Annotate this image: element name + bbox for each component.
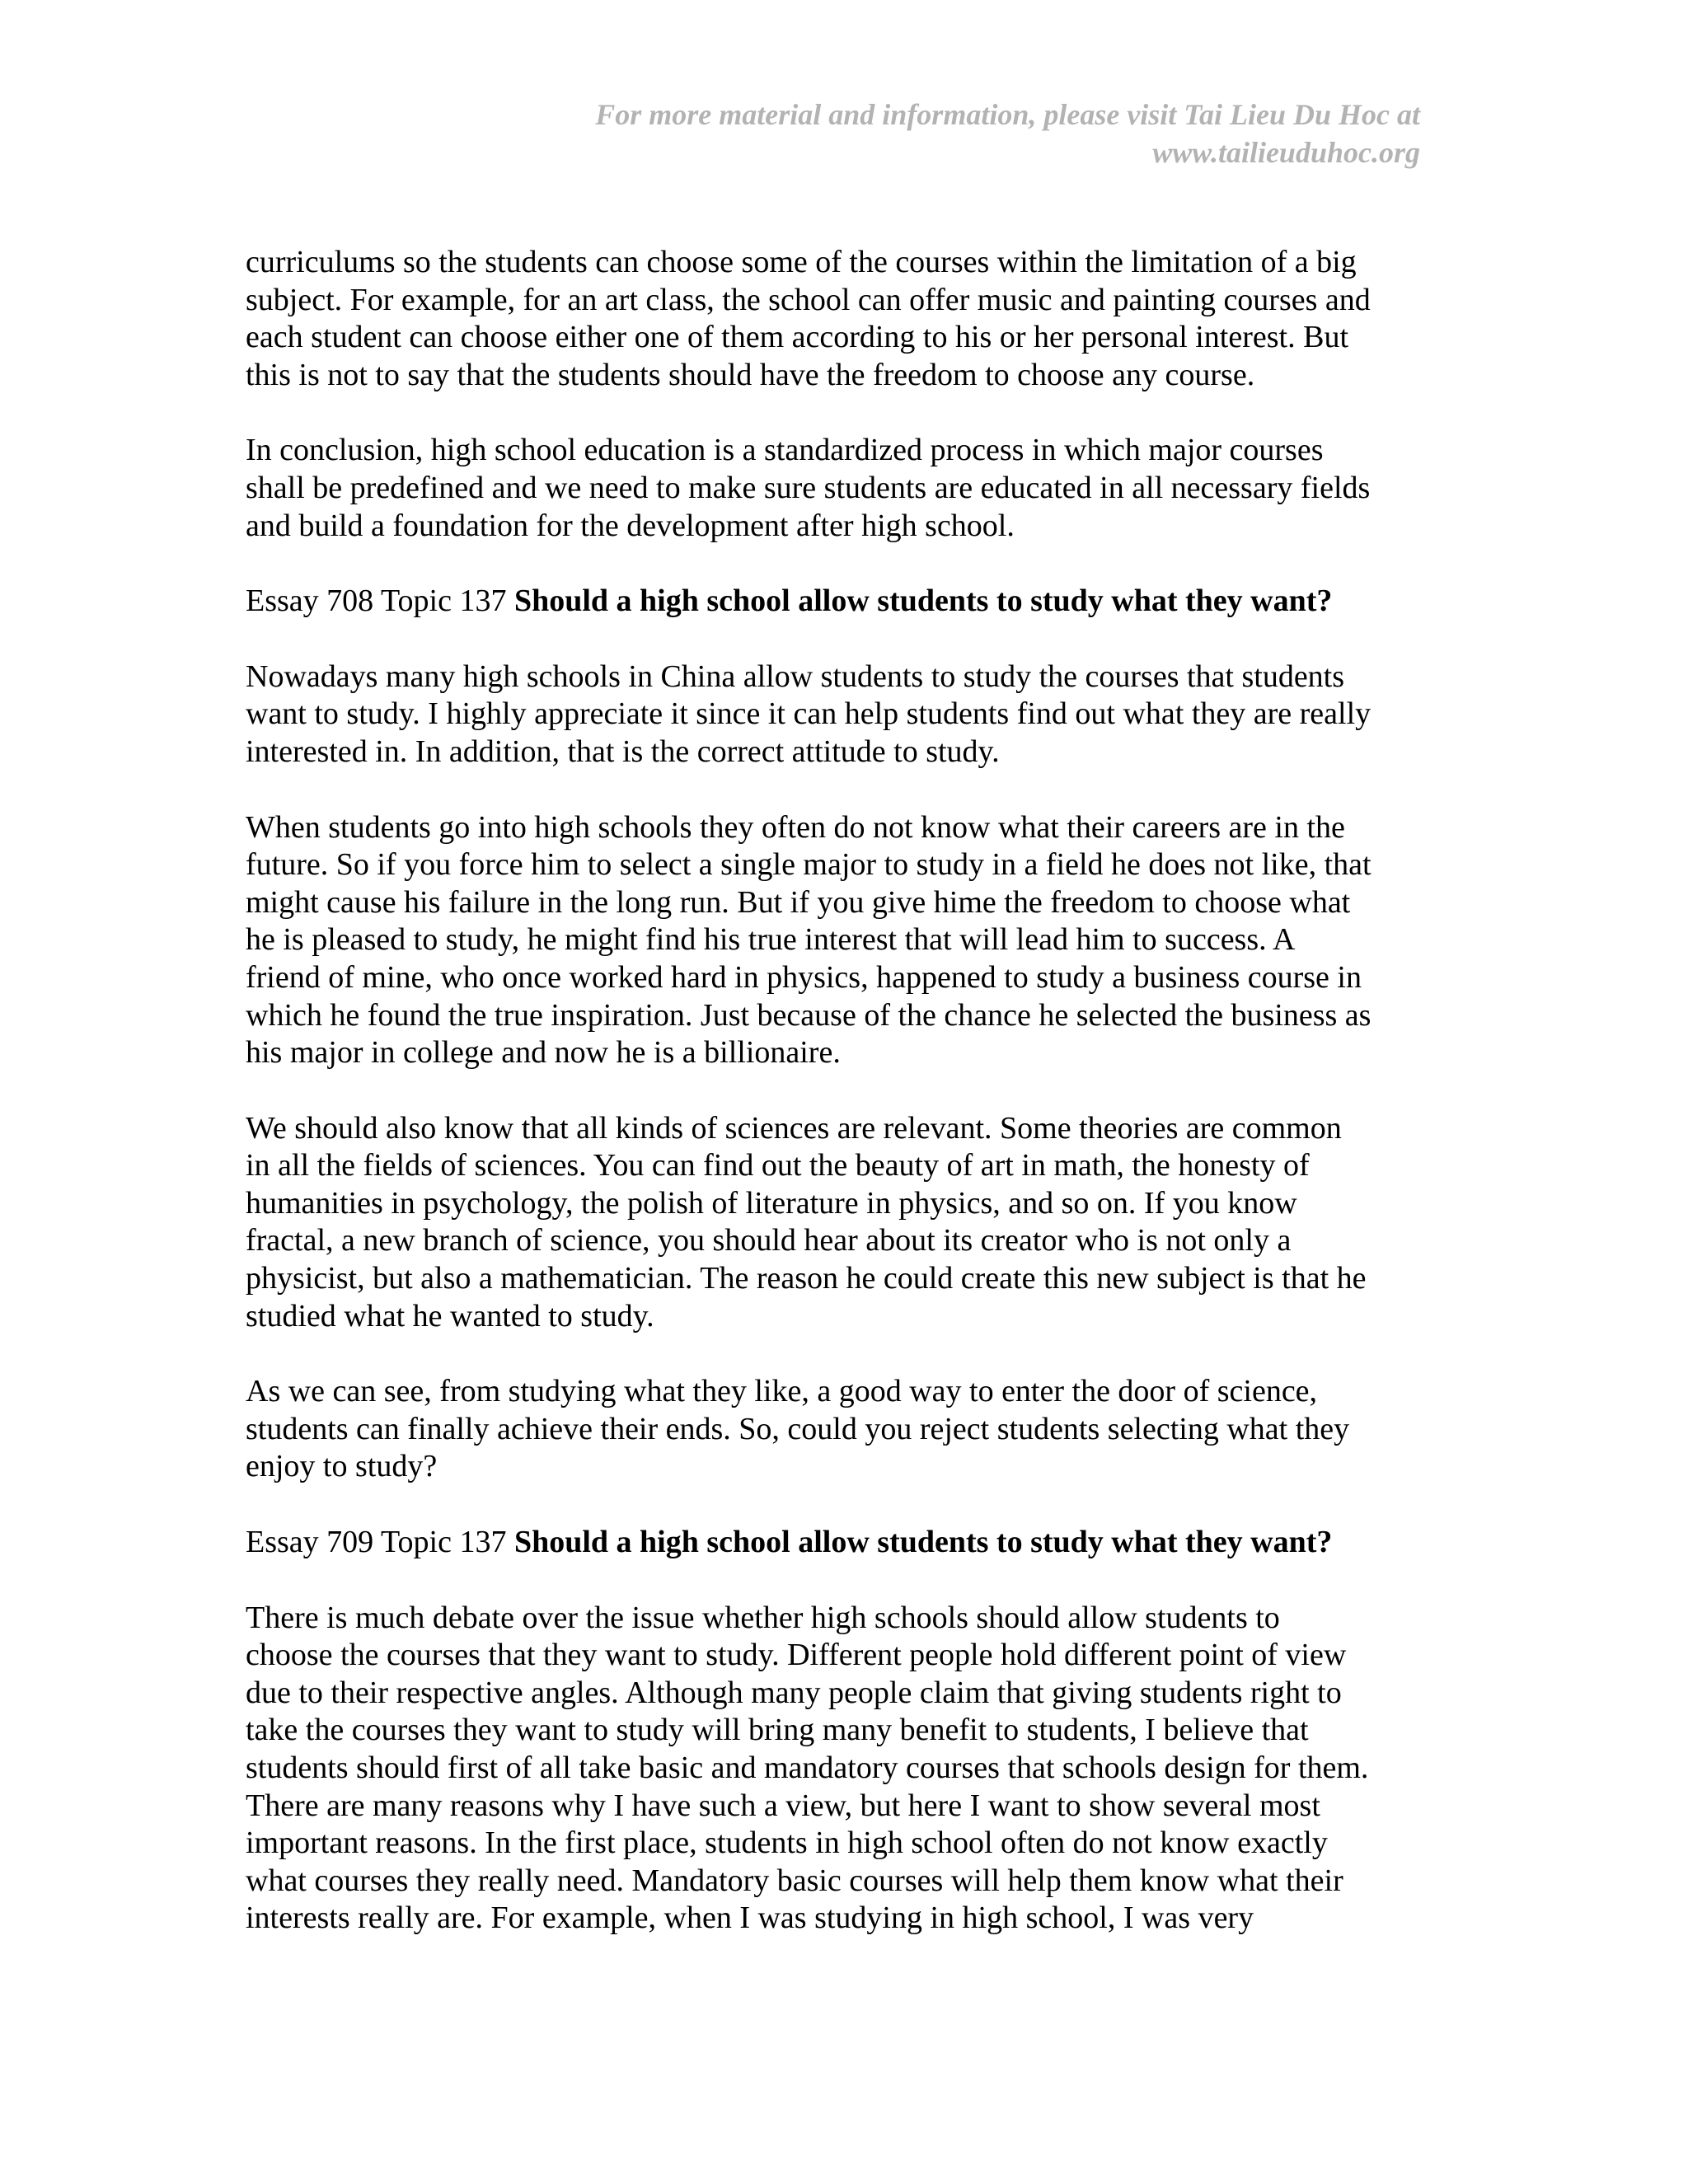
text-line: Nowadays many high schools in China allow students to study the courses that students [246,658,1345,694]
text-line: curriculums so the students can choose some of the courses within the limitation of a big [246,245,1357,279]
paragraph [246,809,1432,1072]
text-line: There are many reasons why I have such a view, but here I want to show several most [246,1788,1320,1823]
page-header [349,96,1420,171]
text-line: studied what he wanted to study. [246,1298,654,1333]
text-line: future. So if you force him to select a single major to study in a field he does not like, that [246,847,1372,883]
text-line: interests really are. For example, when I was studying in high school, I was very [246,1900,1254,1936]
text-line: want to study. I highly appreciate it since it can help students find out what they are really [246,696,1372,732]
document-body [246,244,1432,1975]
text-line: choose the courses that they want to study. Different people hold different point of view [246,1638,1347,1673]
paragraph [246,432,1432,545]
paragraph [246,658,1432,771]
text-line: There is much debate over the issue whether high schools should allow students to [246,1600,1280,1635]
text-line: We should also know that all kinds of sciences are relevant. Some theories are common [246,1110,1342,1146]
text-line: In conclusion, high school education is a standardized process in which major courses [246,433,1324,468]
text-line: As we can see, from studying what they like, a good way to enter the door of science, [246,1374,1318,1409]
essay-708-label: Essay 708 Topic 137 [246,583,514,619]
text-line: interested in. In addition, that is the correct attitude to study. [246,733,1000,769]
text-line: and build a foundation for the development after high school. [246,508,1015,543]
text-line: physicist, but also a mathematician. The reason he could create this new subject is that he [246,1261,1367,1296]
text-line: this is not to say that the students should have the freedom to choose any course. [246,357,1255,392]
essay-708-title: Should a high school allow students to study what they want? [513,583,1333,619]
paragraph [246,244,1432,394]
text-line: friend of mine, who once worked hard in physics, happened to study a business course in [246,959,1362,995]
text-line: in all the fields of sciences. You can find out the beauty of art in math, the honesty of [246,1148,1310,1183]
header-line-1: For more material and information, please visit Tai Lieu Du Hoc at [595,98,1420,131]
text-line: he is pleased to study, he might find his true interest that will lead him to success. A [246,922,1296,958]
text-line: take the courses they want to study will bring many benefit to students, I believe that [246,1713,1309,1748]
text-line: humanities in psychology, the polish of literature in physics, and so on. If you know [246,1185,1297,1221]
text-line: When students go into high schools they often do not know what their careers are in the [246,809,1345,845]
text-line: might cause his failure in the long run. But if you give hime the freedom to choose what [246,884,1351,920]
essay-709-label: Essay 709 Topic 137 [246,1525,514,1560]
text-line: what courses they really need. Mandatory basic courses will help them know what their [246,1863,1343,1898]
essay-708-heading [246,583,1432,621]
text-line: subject. For example, for an art class, the school can offer music and painting courses and [246,282,1371,317]
paragraph [246,1600,1432,1938]
header-url: www.tailieuduhoc.org [1152,136,1420,169]
text-line: which he found the true inspiration. Just because of the chance he selected the business as [246,997,1372,1033]
text-line: shall be predefined and we need to make sure students are educated in all necessary fields [246,470,1371,505]
text-line: enjoy to study? [246,1449,438,1484]
text-line: students should first of all take basic and mandatory courses that schools design for them. [246,1750,1369,1785]
text-line: each student can choose either one of them according to his or her personal interest. But [246,320,1348,355]
text-line: important reasons. In the first place, students in high school often do not know exactly [246,1825,1328,1861]
text-line: due to their respective angles. Although many people claim that giving students right to [246,1675,1342,1710]
essay-709-heading [246,1524,1432,1562]
paragraph [246,1373,1432,1486]
paragraph [246,1110,1432,1336]
essay-709-title: Should a high school allow students to study what they want? [513,1525,1333,1560]
text-line: fractal, a new branch of science, you should hear about its creator who is not only a [246,1223,1292,1258]
text-line: students can finally achieve their ends. So, could you reject students selecting what they [246,1411,1350,1446]
text-line: his major in college and now he is a billionaire. [246,1035,841,1071]
